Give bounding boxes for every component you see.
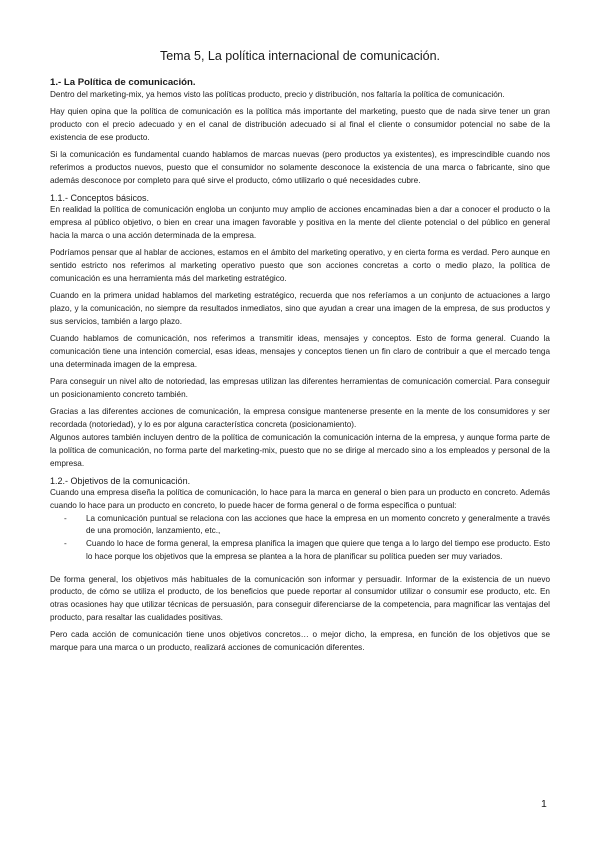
- section-1-2-heading: 1.2.- Objetivos de la comunicación.: [50, 476, 191, 487]
- section-1-2-paragraph-3: Pero cada acción de comunicación tiene unos objetivos concretos… o mejor dicho, la empresa, en función de los objetivos que se marque para una marca o un producto, realizará acciones de comunicación diferentes.: [50, 630, 550, 653]
- document-body: [50, 76, 550, 660]
- section-1-1-paragraph-2: Podríamos pensar que al hablar de acciones, estamos en el ámbito del marketing operativo, y en cierta forma es verdad. Pero aunque en sentido estricto nos referimos al marketing operativo puesto que son acciones concretas a corto o medio plazo, la política de comunicación es una herramienta más del marketing estratégico.: [50, 248, 550, 283]
- section-1-paragraph-3: Si la comunicación es fundamental cuando hablamos de marcas nuevas (pero productos ya existentes), es imprescindible cuando nos referimos a productos nuevos, puesto que el consumidor no solamente desconoce la existencia de una marca o fabricante, sino que además desconoce por completo para qué sirve el producto, cómo utilizarlo o qué necesidades cubre.: [50, 150, 550, 185]
- document-title: Tema 5, La política internacional de comunicación.: [159, 49, 441, 63]
- section-1-1-paragraph-4: Cuando hablamos de comunicación, nos referimos a transmitir ideas, mensajes y conceptos. Esto de forma general. Cuando la comunicación tiene una intención comercial, esas ideas, mensajes y conceptos tienen un fin claro de contribuir a que el mercado tenga una determinada imagen de la empresa.: [50, 334, 550, 369]
- section-1-2-paragraph-1: Cuando una empresa diseña la política de comunicación, lo hace para la marca en general o bien para un producto en concreto. Además cuando lo hace para un producto en concreto, lo puede hacer de forma general o de forma específica o puntual:: [50, 488, 550, 510]
- section-1-1-heading: 1.1.- Conceptos básicos.: [50, 193, 150, 204]
- section-1-1-paragraph-3: Cuando en la primera unidad hablamos del marketing estratégico, recuerda que nos referíamos a un conjunto de actuaciones a largo plazo, y la comunicación, no siempre da resultados inmediatos, sino que ayudan a crear una imagen de la empresa, de sus productos y sus servicios, también a largo plazo.: [50, 291, 550, 326]
- section-1-1-paragraph-7: Algunos autores también incluyen dentro de la política de comunicación la comunicación interna de la empresa, y aunque forma parte de la política de comunicación, no forma parte del marketing-mix, puesto que no se dirige al mercado sino a los empleados y personal de la empresa.: [50, 433, 550, 468]
- dash-bullet-icon: -: [64, 539, 67, 549]
- list-item: [50, 538, 550, 564]
- section-1-2-paragraph-2: De forma general, los objetivos más habituales de la comunicación son informar y persuadir. Informar de la existencia de un nuevo producto, de cómo se utiliza el producto, de los beneficios que puede reportar al consumidor utilizar o consumir ese producto, etc. En otras ocasiones hay que utilizar técnicas de persuasión, para conseguir diferenciarse de la competencia, para magnificar las ventajas del producto, para resaltar las cualidades positivas.: [50, 574, 550, 623]
- objectives-list: [50, 513, 550, 564]
- section-1-heading: 1.- La Política de comunicación.: [50, 77, 196, 88]
- section-1-1-paragraph-5: Para conseguir un nivel alto de notoriedad, las empresas utilizan las diferentes herramientas de comunicación comercial. Para conseguir un posicionamiento concreto también.: [50, 377, 550, 400]
- section-1-1-paragraph-6: Gracias a las diferentes acciones de comunicación, la empresa consigue mantenerse presente en la mente de los consumidores y ser recordada (notoriedad), y lo es por alguna característica concreta (posicionamiento).: [50, 407, 550, 430]
- list-item: [50, 513, 550, 539]
- section-1-paragraph-2: Hay quien opina que la política de comunicación es la política más importante del marketing, puesto que de nada sirve tener un gran producto con el precio adecuado y en el canal de distribución adecuado si al final el cliente o consumidor potencial no sabe de la existencia de ese producto.: [50, 107, 550, 142]
- list-item-text: La comunicación puntual se relaciona con las acciones que hace la empresa en un momento concreto y generalmente a través de una promoción, lanzamiento, etc.,: [86, 513, 550, 536]
- section-1-paragraph-1: Dentro del marketing-mix, ya hemos visto las políticas producto, precio y distribución, nos faltaría la política de comunicación.: [50, 90, 505, 99]
- section-1-1-paragraph-1: En realidad la política de comunicación engloba un conjunto muy amplio de acciones encaminadas bien a dar a conocer el producto o la empresa al público objetivo, o bien en crear una imagen favorable y positiva en la mente del cliente potencial o del público en general hacia la marca o una acción determinada de la empresa.: [50, 205, 550, 240]
- dash-bullet-icon: -: [64, 513, 67, 523]
- page-number: 1: [541, 798, 547, 810]
- list-item-text: Cuando lo hace de forma general, la empresa planifica la imagen que quiere que tenga a lo largo del tiempo ese producto. Esto lo hace porque los objetivos que la empresa se plantea a la hora de planificar su política pueden ser muy variados.: [86, 539, 550, 562]
